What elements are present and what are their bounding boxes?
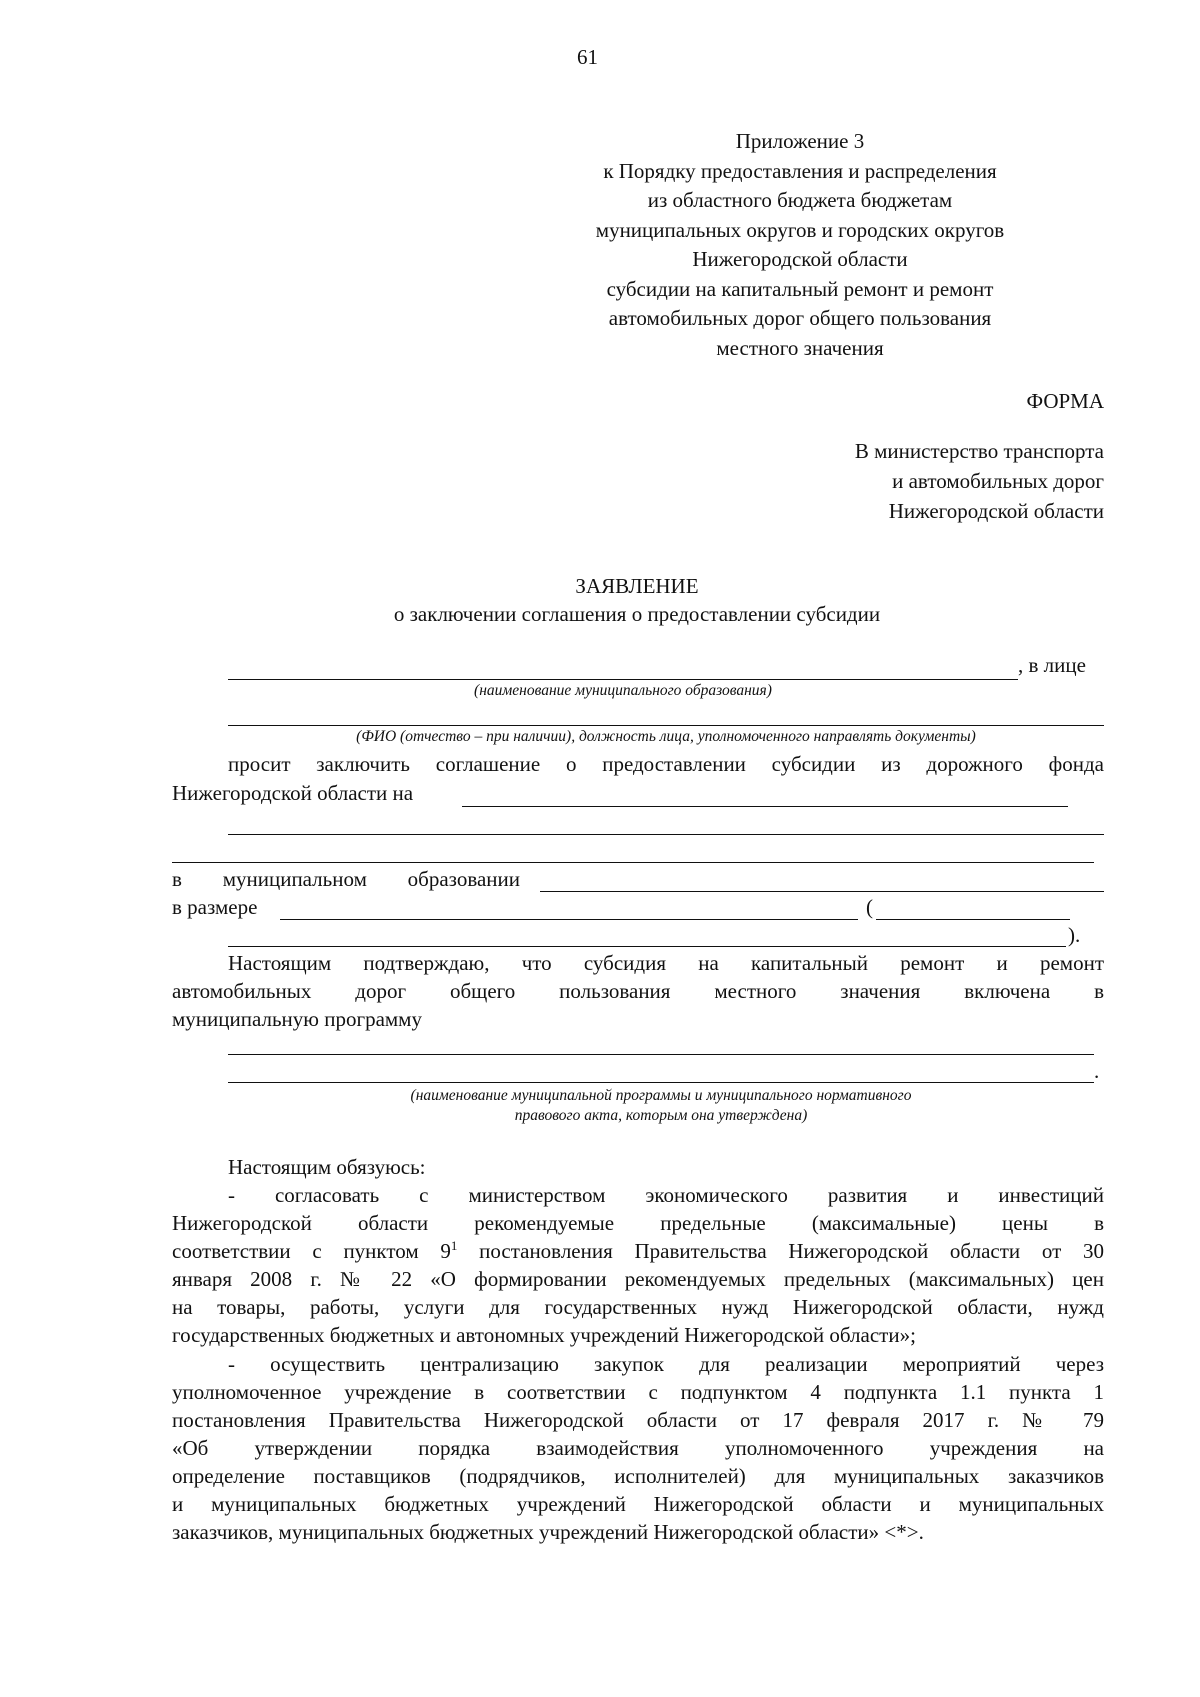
appendix-line: к Порядку предоставления и распределения: [603, 158, 997, 183]
obligation-1-line-3a: соответствии с пунктом 9: [172, 1239, 451, 1263]
obligation-2-line-5: определение поставщиков (подрядчиков, исполнителей) для муниципальных заказчиков: [172, 1464, 1104, 1488]
obligation-2-line-7: заказчиков, муниципальных бюджетных учреждений Нижегородской области» <*>.: [172, 1520, 924, 1544]
amount-words-blank-line-2: [228, 946, 1066, 947]
appendix-line: субсидии на капитальный ремонт и ремонт: [606, 276, 994, 301]
obligation-1-line-4: января 2008 г. № 22 «О формировании рекомендуемых предельных (максимальных) цен: [172, 1267, 1104, 1291]
amount-open-paren: (: [866, 895, 873, 919]
obligation-2-line-2: уполномоченное учреждение в соответствии с подпунктом 4 подпункта 1.1 пункта 1: [172, 1380, 1104, 1404]
request-line-2: Нижегородской области на: [172, 781, 414, 805]
obligation-2-line-1: - осуществить централизацию закупок для реализации мероприятий через: [228, 1352, 1104, 1376]
document-title: ЗАЯВЛЕНИЕ: [575, 574, 699, 598]
confirm-line-3: муниципальную программу: [172, 1007, 422, 1031]
addressee-line: Нижегородской области: [888, 499, 1104, 523]
obligation-1-footnote-sup: 1: [450, 1238, 458, 1253]
municipality-blank-line: [228, 679, 1018, 680]
obligation-1-line-5: на товары, работы, услуги для государственных нужд Нижегородской области, нужд: [172, 1295, 1104, 1319]
purpose-blank-line-1: [462, 806, 1068, 807]
appendix-line: автомобильных дорог общего пользования: [608, 306, 992, 330]
appendix-block: [520, 127, 1080, 363]
program-blank-line-2: [228, 1082, 1094, 1083]
addressee-line: В министерство транспорта: [854, 439, 1104, 463]
obligation-1-line-3: [172, 1238, 1104, 1265]
page-number: 61: [577, 45, 598, 69]
v-litse-text: , в лице: [1018, 653, 1086, 677]
confirm-line-1: Настоящим подтверждаю, что субсидия на капитальный ремонт и ремонт: [228, 951, 1104, 975]
obligation-1-line-2: Нижегородской области рекомендуемые предельные (максимальные) цены в: [172, 1211, 1104, 1235]
purpose-blank-line-2: [228, 834, 1104, 835]
program-hint-2: правового акта, которым она утверждена): [514, 1107, 808, 1124]
addressee-line: и автомобильных дорог: [892, 469, 1104, 493]
in-municipality-blank-line: [540, 891, 1104, 892]
amount-blank-line: [280, 919, 858, 920]
confirm-line-2: автомобильных дорог общего пользования местного значения включена в: [172, 979, 1104, 1003]
obligation-1-line-3b: постановления Правительства Нижегородской области от 30: [457, 1239, 1104, 1263]
program-dot: .: [1094, 1059, 1100, 1083]
addressee-block: [700, 436, 1104, 526]
request-line-1: просит заключить соглашение о предоставлении субсидии из дорожного фонда: [228, 752, 1104, 776]
obligation-1-line-6: государственных бюджетных и автономных учреждений Нижегородской области»;: [172, 1323, 916, 1347]
fio-hint: (ФИО (отчество – при наличии), должность лица, уполномоченного направлять документы): [356, 728, 976, 745]
program-blank-line-1: [228, 1054, 1094, 1055]
form-label: ФОРМА: [1026, 389, 1104, 413]
fio-blank-line: [228, 725, 1104, 726]
in-municipality-label: в муниципальном образовании: [172, 867, 520, 891]
program-hint-1: (наименование муниципальной программы и муниципального нормативного: [410, 1087, 912, 1104]
appendix-line: местного значения: [716, 335, 884, 360]
document-subtitle: о заключении соглашения о предоставлении субсидии: [393, 602, 881, 626]
appendix-line: Нижегородской области: [692, 247, 908, 271]
obligation-2-line-4: «Об утверждении порядка взаимодействия уполномоченного учреждения на: [172, 1436, 1104, 1460]
municipality-hint: (наименование муниципального образования): [474, 682, 772, 699]
amount-label: в размере: [172, 895, 258, 919]
obligation-1-line-1: - согласовать с министерством экономического развития и инвестиций: [228, 1183, 1104, 1207]
appendix-line: муниципальных округов и городских округов: [595, 217, 1005, 242]
amount-close-paren: ).: [1068, 923, 1081, 947]
appendix-line: Приложение 3: [735, 129, 865, 153]
obligation-2-line-3: постановления Правительства Нижегородской области от 17 февраля 2017 г. № 79: [172, 1408, 1104, 1432]
obligation-2-line-6: и муниципальных бюджетных учреждений Нижегородской области и муниципальных: [172, 1492, 1104, 1516]
amount-words-blank-line: [876, 919, 1070, 920]
appendix-line: из областного бюджета бюджетам: [647, 188, 953, 212]
obligations-heading: Настоящим обязуюсь:: [228, 1155, 426, 1179]
purpose-blank-line-3: [172, 862, 1094, 863]
